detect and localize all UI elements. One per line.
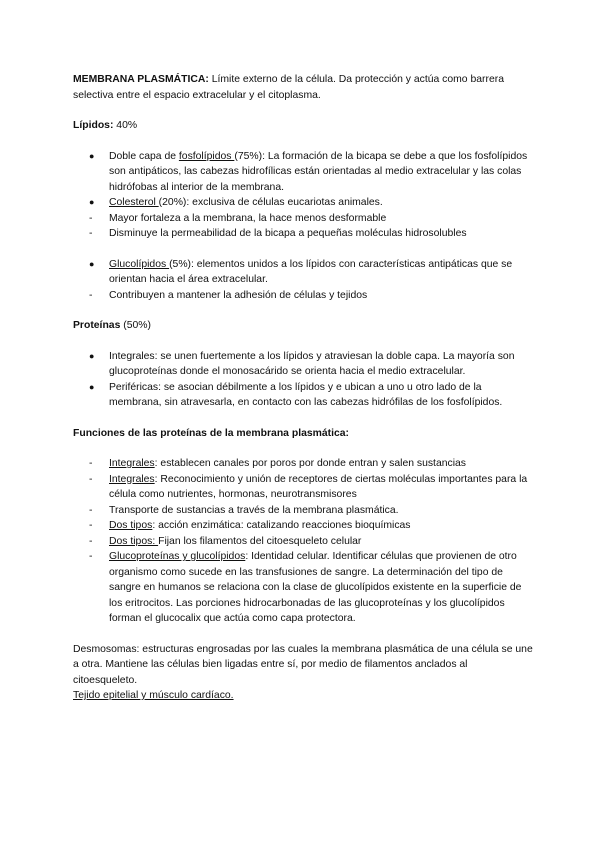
proteinas-heading: Proteínas (73, 320, 121, 331)
list-item (73, 195, 533, 211)
proteinas-percent: (50%) (120, 320, 151, 331)
funciones-heading: Funciones de las proteínas de la membrana plasmática: (73, 427, 350, 439)
dash-icon: - (89, 473, 93, 485)
dash-icon: - (89, 551, 93, 562)
dash-icon: - (89, 504, 93, 516)
intro-title: MEMBRANA PLASMÁTICA: (73, 74, 209, 85)
list-item (73, 149, 533, 196)
list-item (73, 472, 533, 503)
lipidos-heading-line (73, 118, 533, 134)
list-item (73, 518, 533, 534)
item-text: (5%): elementos unidos a los lípidos con características antipáticas que se orientan hacia el área extracelular. (109, 258, 513, 285)
document-content (73, 72, 533, 704)
list-item (73, 349, 533, 380)
item-text: : Reconocimiento y unión de receptores de ciertas moléculas importantes para la célula como nutrientes, hormonas, neurotransmisores (109, 473, 528, 500)
tejido-link: Tejido epitelial y músculo cardíaco. (73, 690, 234, 701)
dos-tipos-link: Dos tipos (109, 520, 153, 531)
dash-icon: - (89, 212, 93, 224)
funciones-list (73, 456, 533, 627)
item-text: Fijan los filamentos del citoesqueleto celular (158, 535, 362, 547)
item-text: Integrales: se unen fuertemente a los lípidos y atraviesan la doble capa. La mayoría son glucoproteínas donde el monosacárido se orienta hacia el medio extracelular. (109, 350, 515, 377)
lipidos-percent: 40% (113, 120, 138, 131)
intro-text: Límite externo de la célula. Da protección y actúa como barrera selectiva entre el espacio extracelular y el citoplasma. (73, 74, 504, 101)
bullet-icon: ● (89, 350, 95, 361)
item-text: (75%): La formación de la bicapa se debe a que los fosfolípidos son antipáticos, las cabezas hidrofílicas están orientadas al medio extracelular y las colas hidrófobas al interior de la membrana. (109, 150, 528, 193)
glucolipidos-link: Glucolípidos (109, 258, 170, 270)
list-item (73, 257, 533, 288)
item-text: : Identidad celular. Identificar células que provienen de otro organismo como sucede en las transfusiones de sangre. La determinación del tipo de sangre en humanos se relaciona con la clase de glucolípidos existente en la superficie de los eritrocitos. Las porciones hidrocarbonadas de las glucoproteínas y los glucolípidos forman el glucocalix que actúa como capa protectora. (109, 551, 522, 624)
bullet-icon: ● (89, 381, 95, 392)
desmosomas-paragraph (73, 642, 533, 704)
item-text: : establecen canales por poros por donde entran y salen sustancias (154, 458, 466, 469)
proteinas-list (73, 349, 533, 411)
dash-icon: - (89, 289, 93, 301)
lipidos-list (73, 149, 533, 304)
item-text: Disminuye la permeabilidad de la bicapa a pequeñas moléculas hidrosolubles (109, 228, 467, 239)
item-text: Transporte de sustancias a través de la membrana plasmática. (109, 504, 399, 516)
dos-tipos-link: Dos tipos: (109, 535, 159, 547)
list-item (73, 380, 533, 411)
bullet-icon: ● (89, 197, 95, 207)
dash-icon: - (89, 520, 93, 531)
list-item (73, 456, 533, 472)
item-text: : acción enzimática: catalizando reacciones bioquímicas (152, 520, 411, 531)
integrales-link: Integrales (109, 473, 155, 485)
proteinas-heading-line (73, 318, 533, 334)
intro-paragraph (73, 72, 533, 103)
bullet-icon: ● (89, 150, 95, 161)
integrales-link: Integrales (109, 458, 155, 469)
list-item (73, 288, 533, 304)
dash-icon: - (89, 228, 93, 239)
item-text: (20%): exclusiva de células eucariotas animales. (158, 197, 383, 208)
list-item (73, 549, 533, 627)
fosfolipidos-link: fosfolípidos (178, 150, 235, 162)
dash-icon: - (89, 535, 93, 547)
glucoproteinas-link: Glucoproteínas y glucolípidos (109, 551, 246, 562)
list-item (73, 226, 533, 242)
desmosomas-text: Desmosomas: estructuras engrosadas por las cuales la membrana plasmática de una célula se une a otra. Mantiene las células bien ligadas entre sí, por medio de filamentos anclados al citoesqueleto. (73, 643, 533, 686)
list-item (73, 503, 533, 519)
colesterol-link: Colesterol (109, 197, 159, 208)
dash-icon: - (89, 458, 93, 469)
list-item (73, 534, 533, 550)
item-text: Mayor fortaleza a la membrana, la hace menos desformable (109, 212, 387, 224)
item-text: Contribuyen a mantener la adhesión de células y tejidos (109, 289, 368, 301)
item-text: Doble capa de (109, 150, 179, 162)
lipidos-heading: Lípidos: (73, 120, 114, 131)
list-item (73, 211, 533, 227)
item-text: Periféricas: se asocian débilmente a los lípidos y e ubican a uno u otro lado de la membrana, sin atravesarla, en contacto con las cabezas hidrófilas de los fosfolípidos. (109, 381, 503, 408)
bullet-icon: ● (89, 258, 95, 269)
